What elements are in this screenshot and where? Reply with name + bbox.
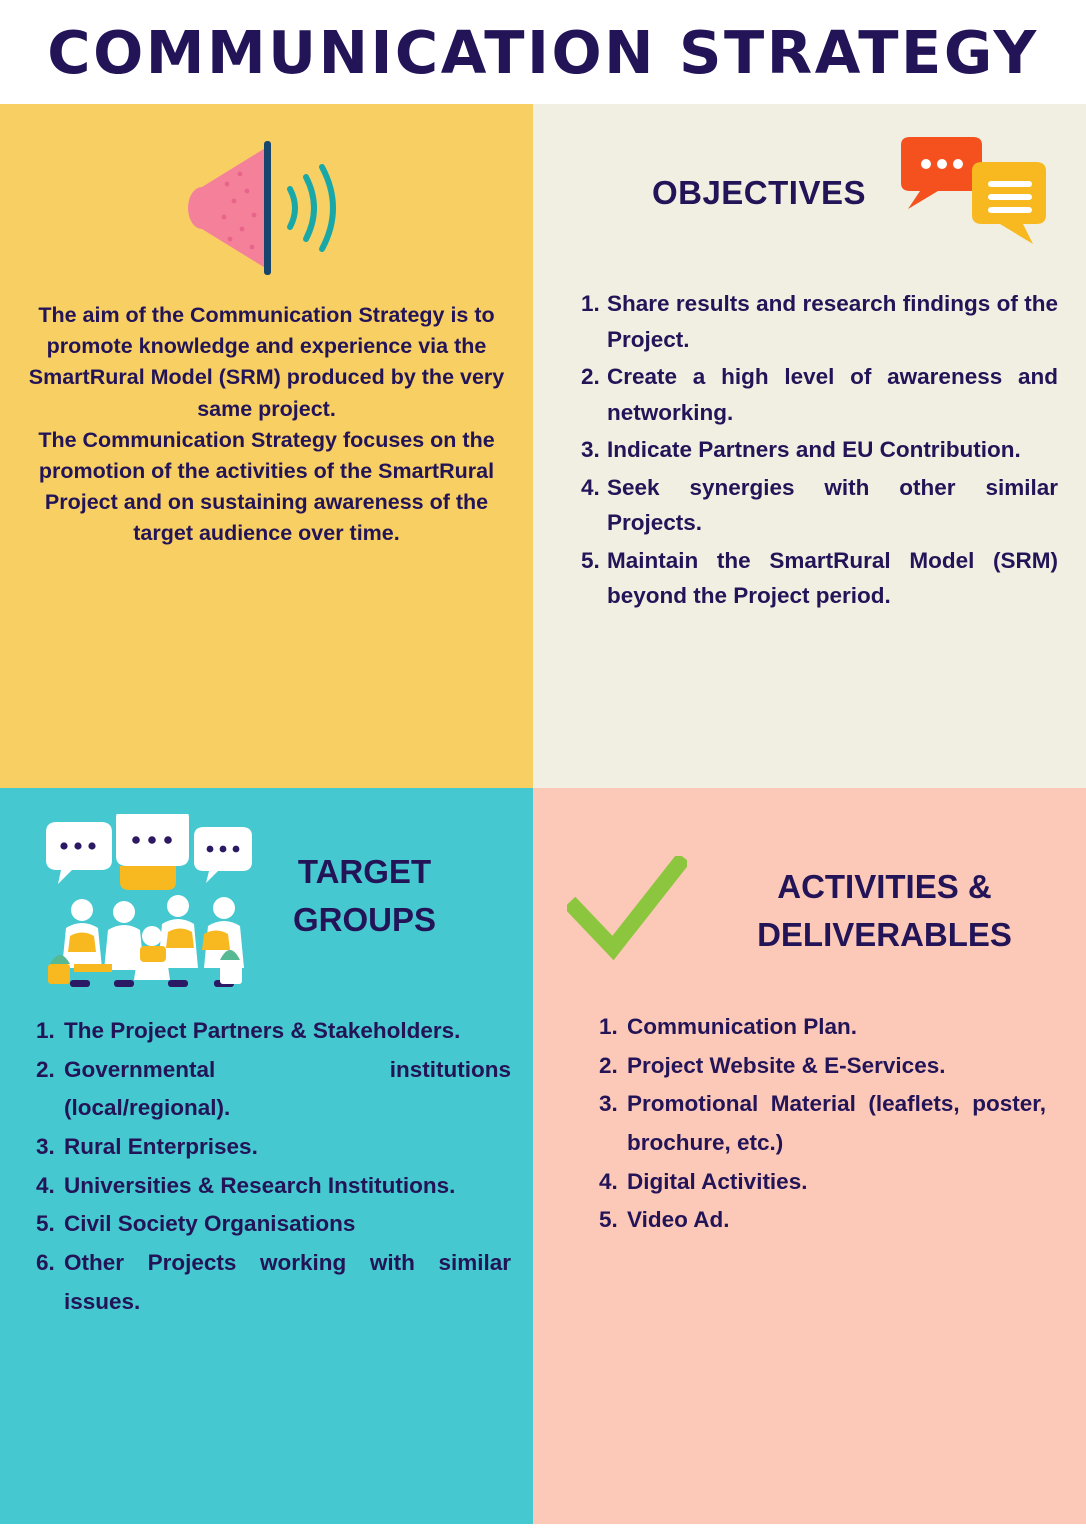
list-item-number: 4.	[581, 474, 600, 500]
list-item-label: Video Ad.	[627, 1207, 730, 1233]
list-item	[581, 359, 1058, 430]
list-item-label: Maintain the SmartRural Model (SRM) beyond the Project period.	[607, 547, 1058, 609]
list-item	[36, 1244, 511, 1321]
quadrant-grid	[0, 104, 1086, 1536]
list-item-label: Seek synergies with other similar Projects.	[607, 474, 1058, 536]
megaphone-icon	[0, 104, 533, 300]
poster-title-bar	[0, 0, 1086, 104]
list-item	[581, 432, 1058, 468]
list-item	[581, 470, 1058, 541]
list-item-number: 5.	[581, 547, 600, 573]
list-item-number: 1.	[581, 291, 600, 316]
target-groups-panel	[0, 788, 533, 1536]
activities-header	[533, 788, 1086, 994]
list-item-number: 3.	[36, 1134, 55, 1160]
aim-paragraph-1: The aim of the Communication Strategy is to promote knowledge and experience via the SmartRural Model (SRM) produced by the very same project.	[28, 303, 505, 421]
people-discussion-icon	[28, 814, 258, 1004]
list-item-number: 2.	[36, 1056, 55, 1082]
target-groups-header	[0, 788, 533, 994]
objectives-list	[581, 286, 1058, 614]
list-item	[36, 1205, 511, 1244]
list-item-number: 3.	[599, 1091, 618, 1117]
list-item-label: Governmental institutions (local/regional).	[64, 1056, 511, 1121]
list-item-number: 3.	[581, 437, 600, 463]
page-title: COMMUNICATION STRATEGY	[47, 17, 1039, 87]
speech-bubbles-icon	[884, 137, 1052, 249]
list-item-label: Other Projects working with similar issues.	[64, 1250, 511, 1314]
list-item-number: 5.	[599, 1207, 618, 1233]
list-item-label: The Project Partners & Stakeholders.	[64, 1018, 461, 1043]
list-item	[599, 1085, 1046, 1162]
objectives-header	[533, 104, 1086, 244]
list-item-number: 2.	[581, 364, 600, 390]
list-item-number: 2.	[599, 1052, 618, 1078]
list-item-label: Indicate Partners and EU Contribution.	[607, 437, 1021, 463]
list-item	[599, 1163, 1046, 1202]
list-item-label: Create a high level of awareness and networking.	[607, 364, 1058, 425]
list-item	[36, 1012, 511, 1051]
list-item-number: 6.	[36, 1250, 55, 1276]
list-item-label: Digital Activities.	[627, 1168, 808, 1194]
activities-panel	[533, 788, 1086, 1536]
activities-list	[599, 1008, 1046, 1240]
objectives-panel	[533, 104, 1086, 788]
target-groups-heading: TARGET GROUPS	[292, 853, 437, 938]
list-item-number: 4.	[36, 1172, 55, 1198]
aim-paragraph-2: The Communication Strategy focuses on the promotion of the activities of the SmartRural Project and on sustaining awareness of the target audience over time.	[38, 427, 495, 546]
aim-panel	[0, 104, 533, 788]
list-item-label: Civil Society Organisations	[64, 1211, 356, 1237]
list-item-label: Promotional Material (leaflets, poster, brochure, etc.)	[627, 1091, 1046, 1156]
list-item	[599, 1008, 1046, 1047]
green-check-icon	[567, 856, 687, 966]
list-item-label: Share results and research findings of the Project.	[607, 291, 1058, 352]
list-item-label: Communication Plan.	[627, 1014, 858, 1039]
bottom-margin	[0, 1524, 1086, 1536]
target-groups-list	[36, 1012, 511, 1322]
list-item-number: 1.	[36, 1018, 55, 1043]
list-item	[36, 1167, 511, 1206]
list-item-label: Universities & Research Institutions.	[64, 1172, 456, 1198]
list-item-number: 4.	[599, 1168, 618, 1194]
list-item	[36, 1128, 511, 1167]
list-item	[599, 1201, 1046, 1240]
list-item-number: 5.	[36, 1211, 55, 1237]
list-item	[36, 1051, 511, 1128]
activities-heading: ACTIVITIES & DELIVERABLES	[757, 868, 1012, 953]
objectives-heading: OBJECTIVES	[651, 174, 866, 211]
list-item	[599, 1047, 1046, 1086]
list-item	[581, 286, 1058, 357]
aim-text-block	[0, 300, 533, 549]
list-item-number: 1.	[599, 1014, 618, 1039]
list-item-label: Project Website & E-Services.	[627, 1052, 946, 1078]
list-item-label: Rural Enterprises.	[64, 1134, 258, 1160]
list-item	[581, 543, 1058, 614]
